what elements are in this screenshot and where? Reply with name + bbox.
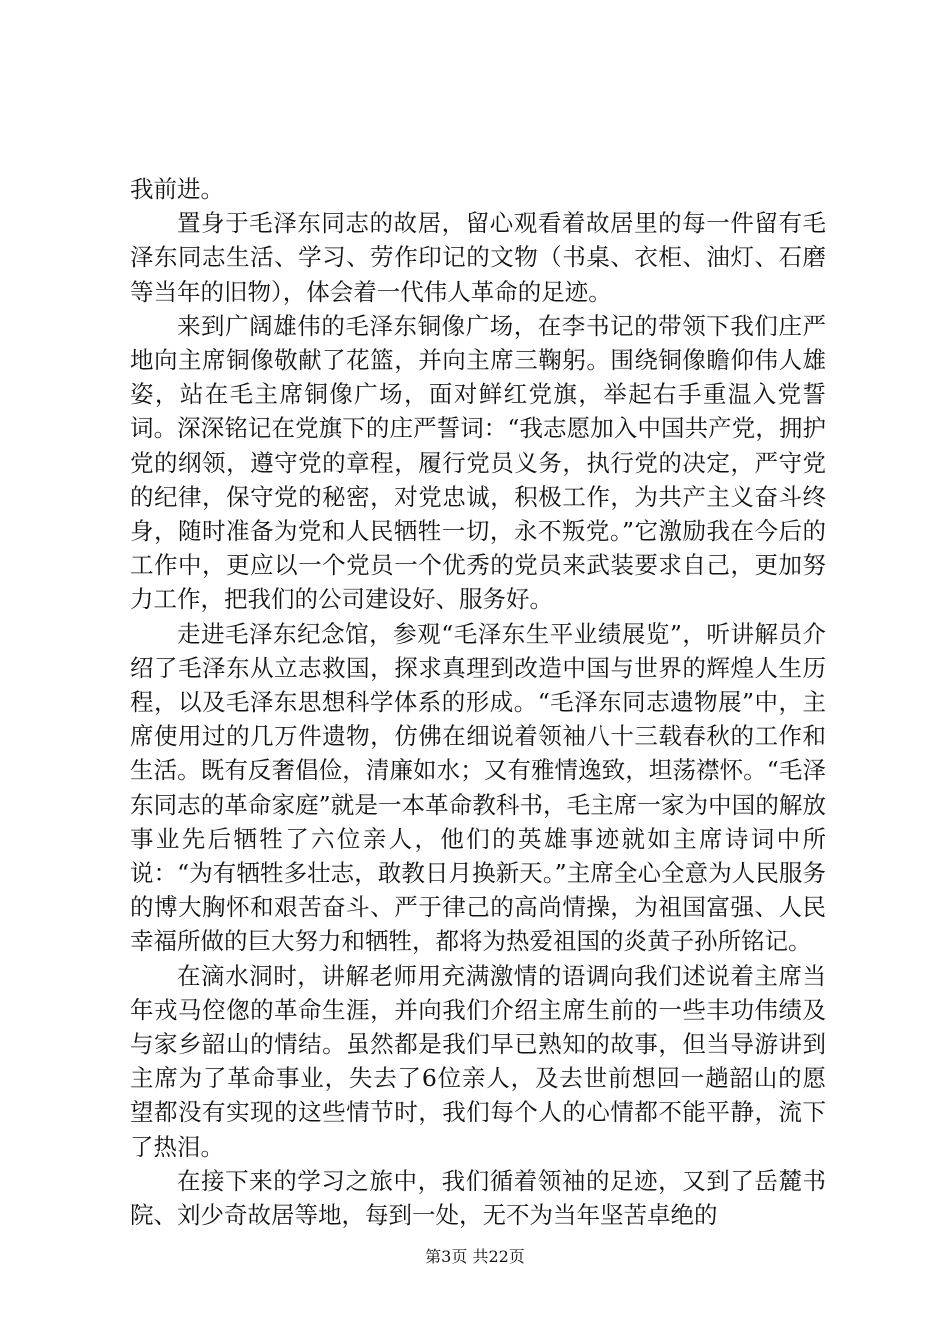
paragraph-study-tour: 在接下来的学习之旅中，我们循着领袖的足迹，又到了岳麓书院、刘少奇故居等地，每到一处，无不为当年坚苦卓绝的 (130, 1166, 826, 1230)
paragraph-continuation: 我前进。 (130, 175, 224, 203)
paragraph-dishui-cave: 在滴水洞时，讲解老师用充满激情的语调向我们述说着主席当年戎马倥偬的革命生涯，并向我们介绍主席生前的一些丰功伟绩及与家乡韶山的情结。虽然都是我们早已熟知的故事，但当导游讲到主席为了革命事业，失去了6位亲人，及去世前想回一趟韶山的愿望都没有实现的这些情节时，我们每个人的心情都不能平静，流下了热泪。 (130, 961, 826, 1161)
page-number-footer: 第3页 共22页 (425, 1247, 525, 1266)
paragraph-bronze-statue-square: 来到广阔雄伟的毛泽东铜像广场，在李书记的带领下我们庄严地向主席铜像敬献了花篮，并向主席三鞠躬。围绕铜像瞻仰伟人雄姿，站在毛主席铜像广场，面对鲜红党旗，举起右手重温入党誓词。深深铭记在党旗下的庄严誓词：“我志愿加入中国共产党，拥护党的纲领，遵守党的章程，履行党员义务，执行党的决定，严守党的纪律，保守党的秘密，对党忠诚，积极工作，为共产主义奋斗终身，随时准备为党和人民牺牲一切，永不叛党。”它激励我在今后的工作中，更应以一个党员一个优秀的党员来武装要求自己，更加努力工作，把我们的公司建设好、服务好。 (130, 311, 826, 614)
document-body (130, 172, 826, 1232)
paragraph-memorial-hall: 走进毛泽东纪念馆，参观“毛泽东生平业绩展览”，听讲解员介绍了毛泽东从立志救国，探求真理到改造中国与世界的辉煌人生历程，以及毛泽东思想科学体系的形成。“毛泽东同志遗物展”中，主席使用过的几万件遗物，仿佛在细说着领袖八十三载春秋的工作和生活。既有反奢倡俭，清廉如水；又有雅情逸致，坦荡襟怀。“毛泽东同志的革命家庭”就是一本革命教科书，毛主席一家为中国的解放事业先后牺牲了六位亲人，他们的英雄事迹就如主席诗词中所说：“为有牺牲多壮志，敢教日月换新天。”主席全心全意为人民服务的博大胸怀和艰苦奋斗、严于律己的高尚情操，为祖国富强、人民幸福所做的巨大努力和牺牲，都将为热爱祖国的炎黄子孙所铭记。 (130, 619, 826, 956)
paragraph-former-residence: 置身于毛泽东同志的故居，留心观看着故居里的每一件留有毛泽东同志生活、学习、劳作印记的文物（书桌、衣柜、油灯、石磨等当年的旧物），体会着一代伟人革命的足迹。 (130, 209, 826, 306)
